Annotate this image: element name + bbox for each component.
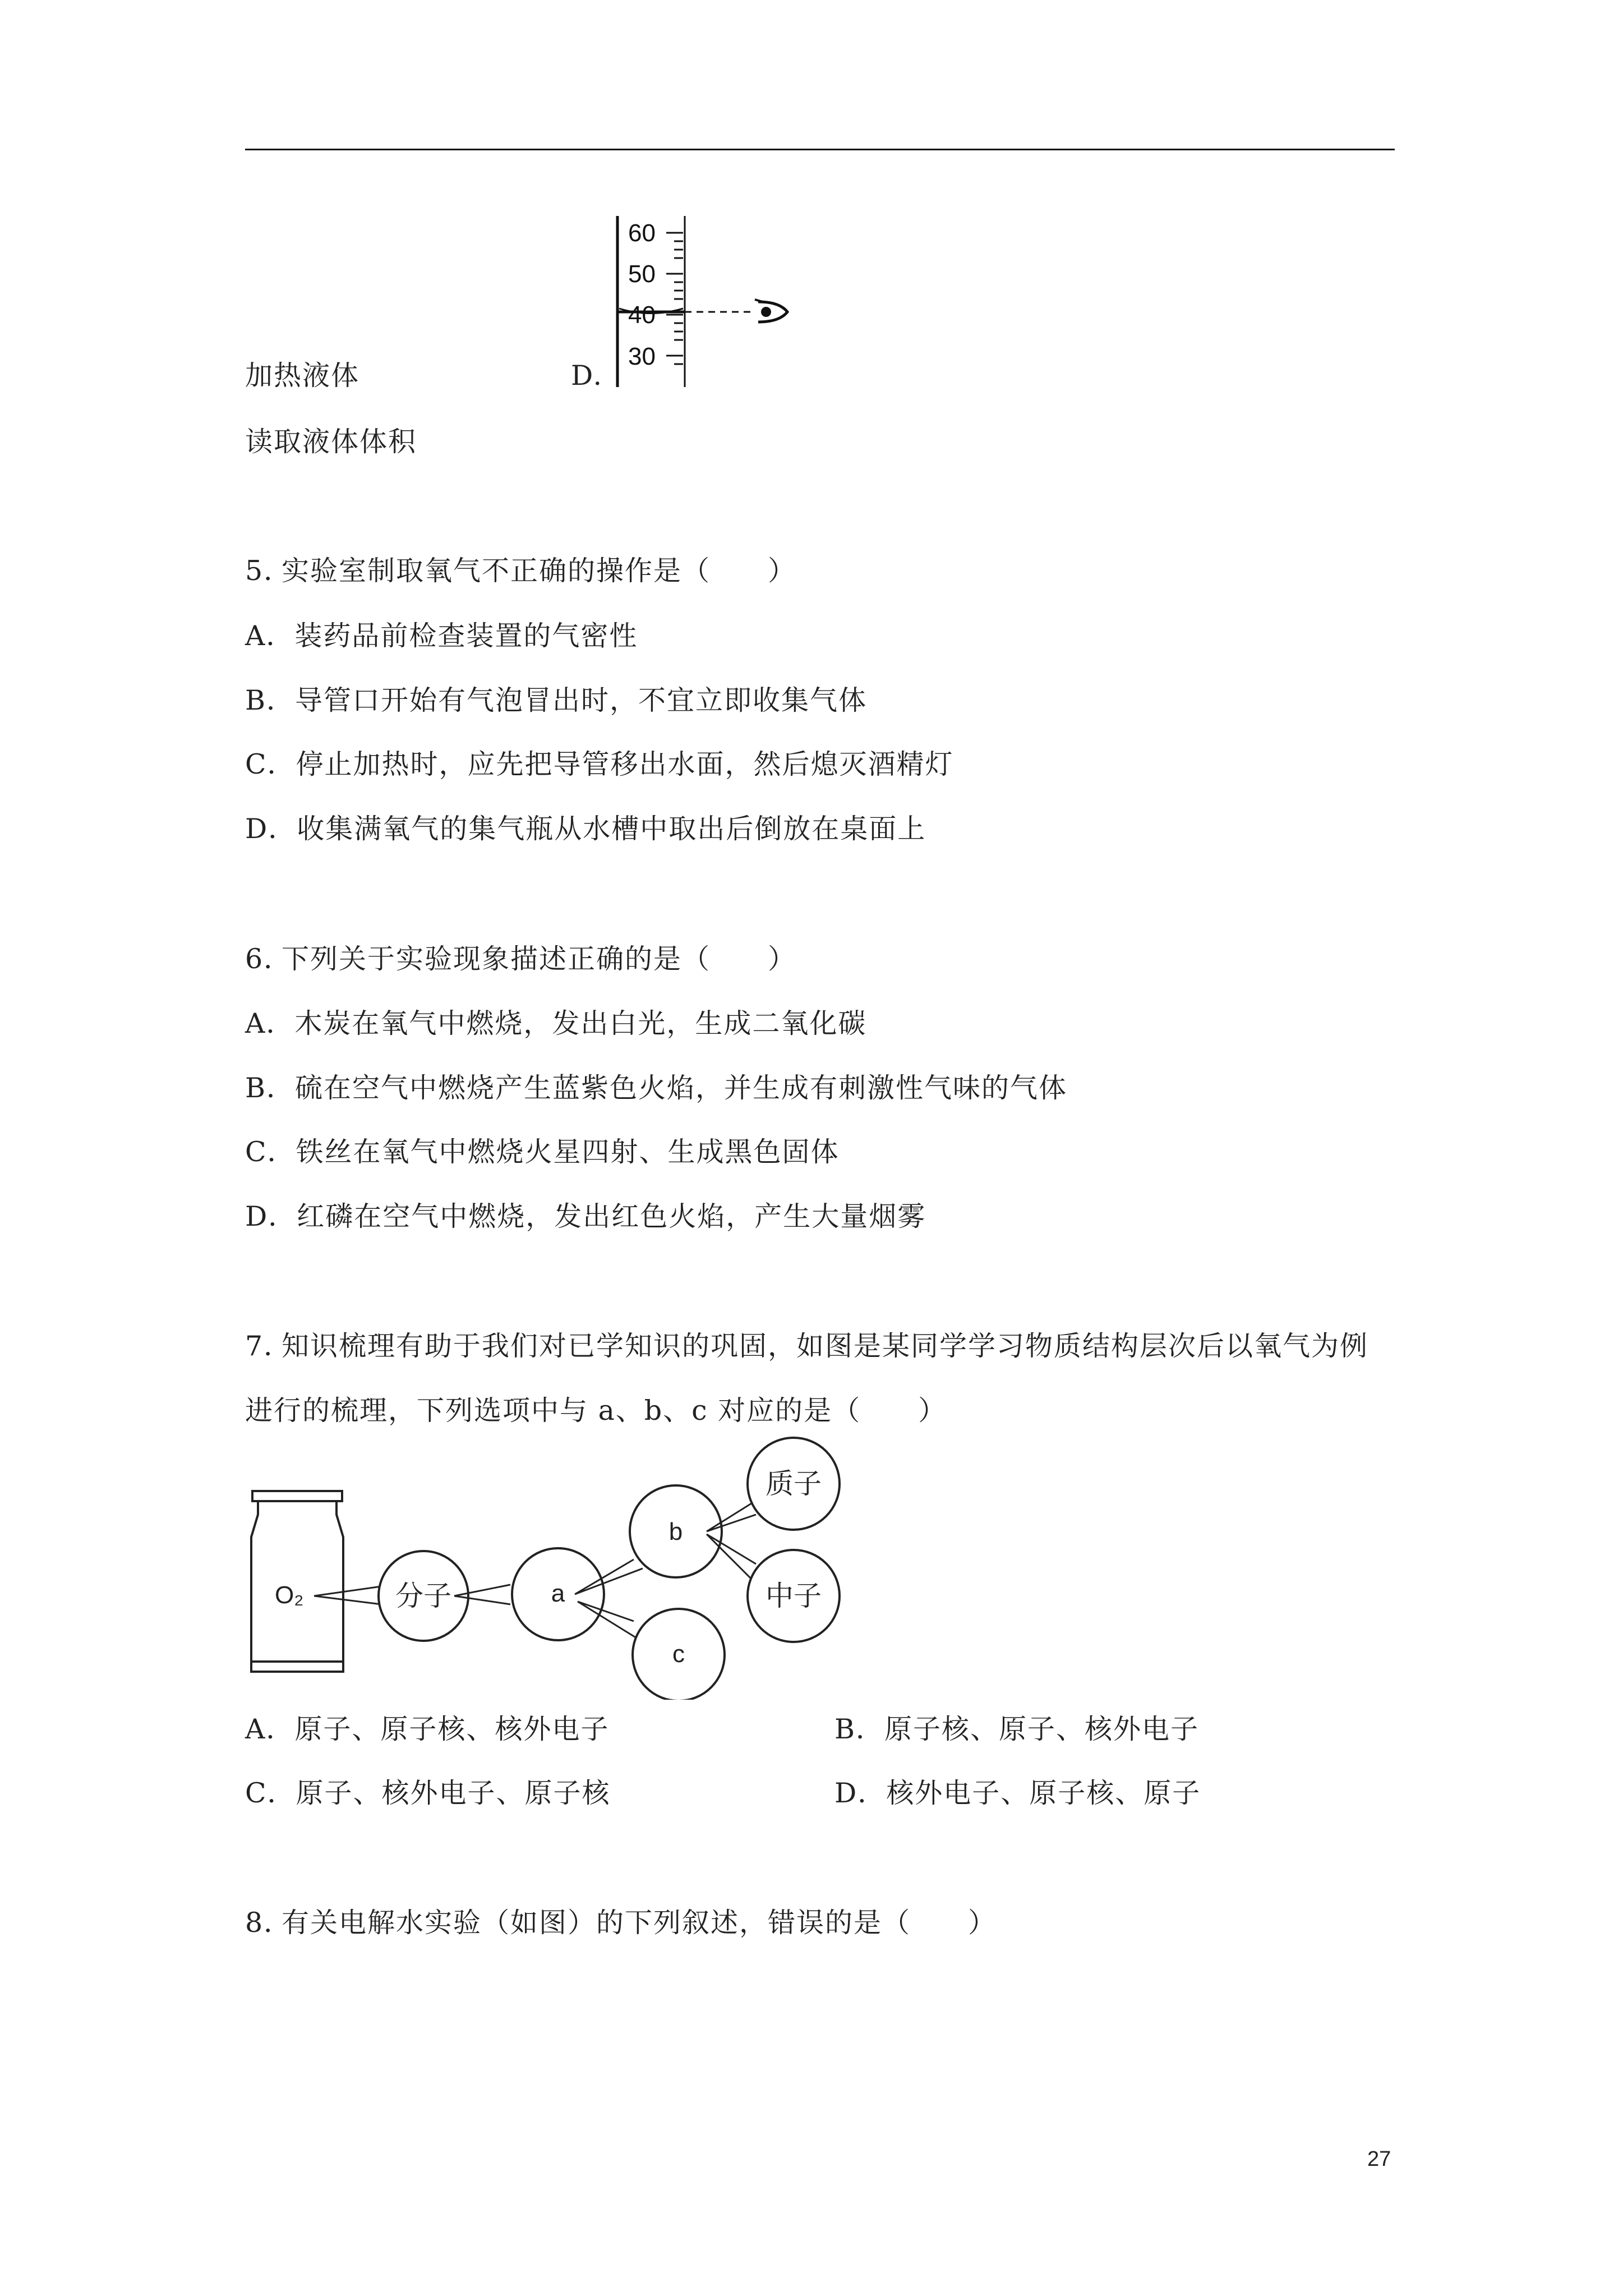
tick-label-30: 30 <box>628 343 656 370</box>
q6-option-c: C．铁丝在氧气中燃烧火星四射、生成黑色固体 <box>245 1136 840 1168</box>
q5-number: 5． <box>245 555 293 587</box>
q5-option-a: A．装药品前检查装置的气密性 <box>245 620 638 652</box>
q8-number: 8． <box>245 1907 293 1939</box>
page-number: 27 <box>1367 2147 1391 2171</box>
b-label: b <box>668 1518 683 1545</box>
proton-label: 质子 <box>766 1468 822 1499</box>
q7-option-a: A．原子、原子核、核外电子 <box>245 1713 610 1745</box>
q7-option-b: B．原子核、原子、核外电子 <box>834 1713 1200 1745</box>
bottle-label: O₂ <box>275 1581 304 1609</box>
option-d-caption: 读取液体体积 <box>245 426 417 458</box>
molecule-label: 分子 <box>395 1580 451 1612</box>
graduated-cylinder-figure <box>611 216 796 390</box>
q6-number: 6． <box>245 943 293 975</box>
a-label: a <box>551 1580 565 1607</box>
tick-label-60: 60 <box>628 219 656 247</box>
q6-option-b: B．硫在空气中燃烧产生蓝紫色火焰，并生成有刺激性气味的气体 <box>245 1072 1068 1104</box>
q7-stem-line2: 进行的梳理，下列选项中与 a、b、c 对应的是（ ） <box>245 1395 947 1427</box>
header-rule <box>245 149 1395 150</box>
tick-label-40: 40 <box>628 301 656 329</box>
option-d-letter: D. <box>571 360 603 392</box>
q5-option-c: C．停止加热时，应先把导管移出水面，然后熄灭酒精灯 <box>245 748 954 780</box>
q7-option-d: D．核外电子、原子核、原子 <box>834 1777 1201 1809</box>
q5-option-d: D．收集满氧气的集气瓶从水槽中取出后倒放在桌面上 <box>245 813 926 845</box>
eye-icon <box>755 300 787 322</box>
option-c-caption: 加热液体 <box>245 360 360 392</box>
q6-option-a: A．木炭在氧气中燃烧，发出白光，生成二氧化碳 <box>245 1007 867 1039</box>
tick-label-50: 50 <box>628 260 656 288</box>
matter-structure-diagram <box>241 1436 875 1700</box>
c-label: c <box>672 1640 685 1668</box>
q5-option-b: B．导管口开始有气泡冒出时，不宜立即收集气体 <box>245 684 868 716</box>
q7-stem-line1: 知识梳理有助于我们对已学知识的巩固，如图是某同学学习物质结构层次后以氧气为例 <box>282 1330 1369 1362</box>
neutron-label: 中子 <box>766 1580 822 1612</box>
q5-stem: 实验室制取氧气不正确的操作是（ ） <box>282 555 797 587</box>
q7-option-c: C．原子、核外电子、原子核 <box>245 1777 611 1809</box>
q7-number: 7． <box>245 1330 293 1362</box>
q6-stem: 下列关于实验现象描述正确的是（ ） <box>282 943 797 975</box>
q6-option-d: D．红磷在空气中燃烧，发出红色火焰，产生大量烟雾 <box>245 1200 926 1232</box>
q8-stem: 有关电解水实验（如图）的下列叙述，错误的是（ ） <box>282 1907 997 1939</box>
